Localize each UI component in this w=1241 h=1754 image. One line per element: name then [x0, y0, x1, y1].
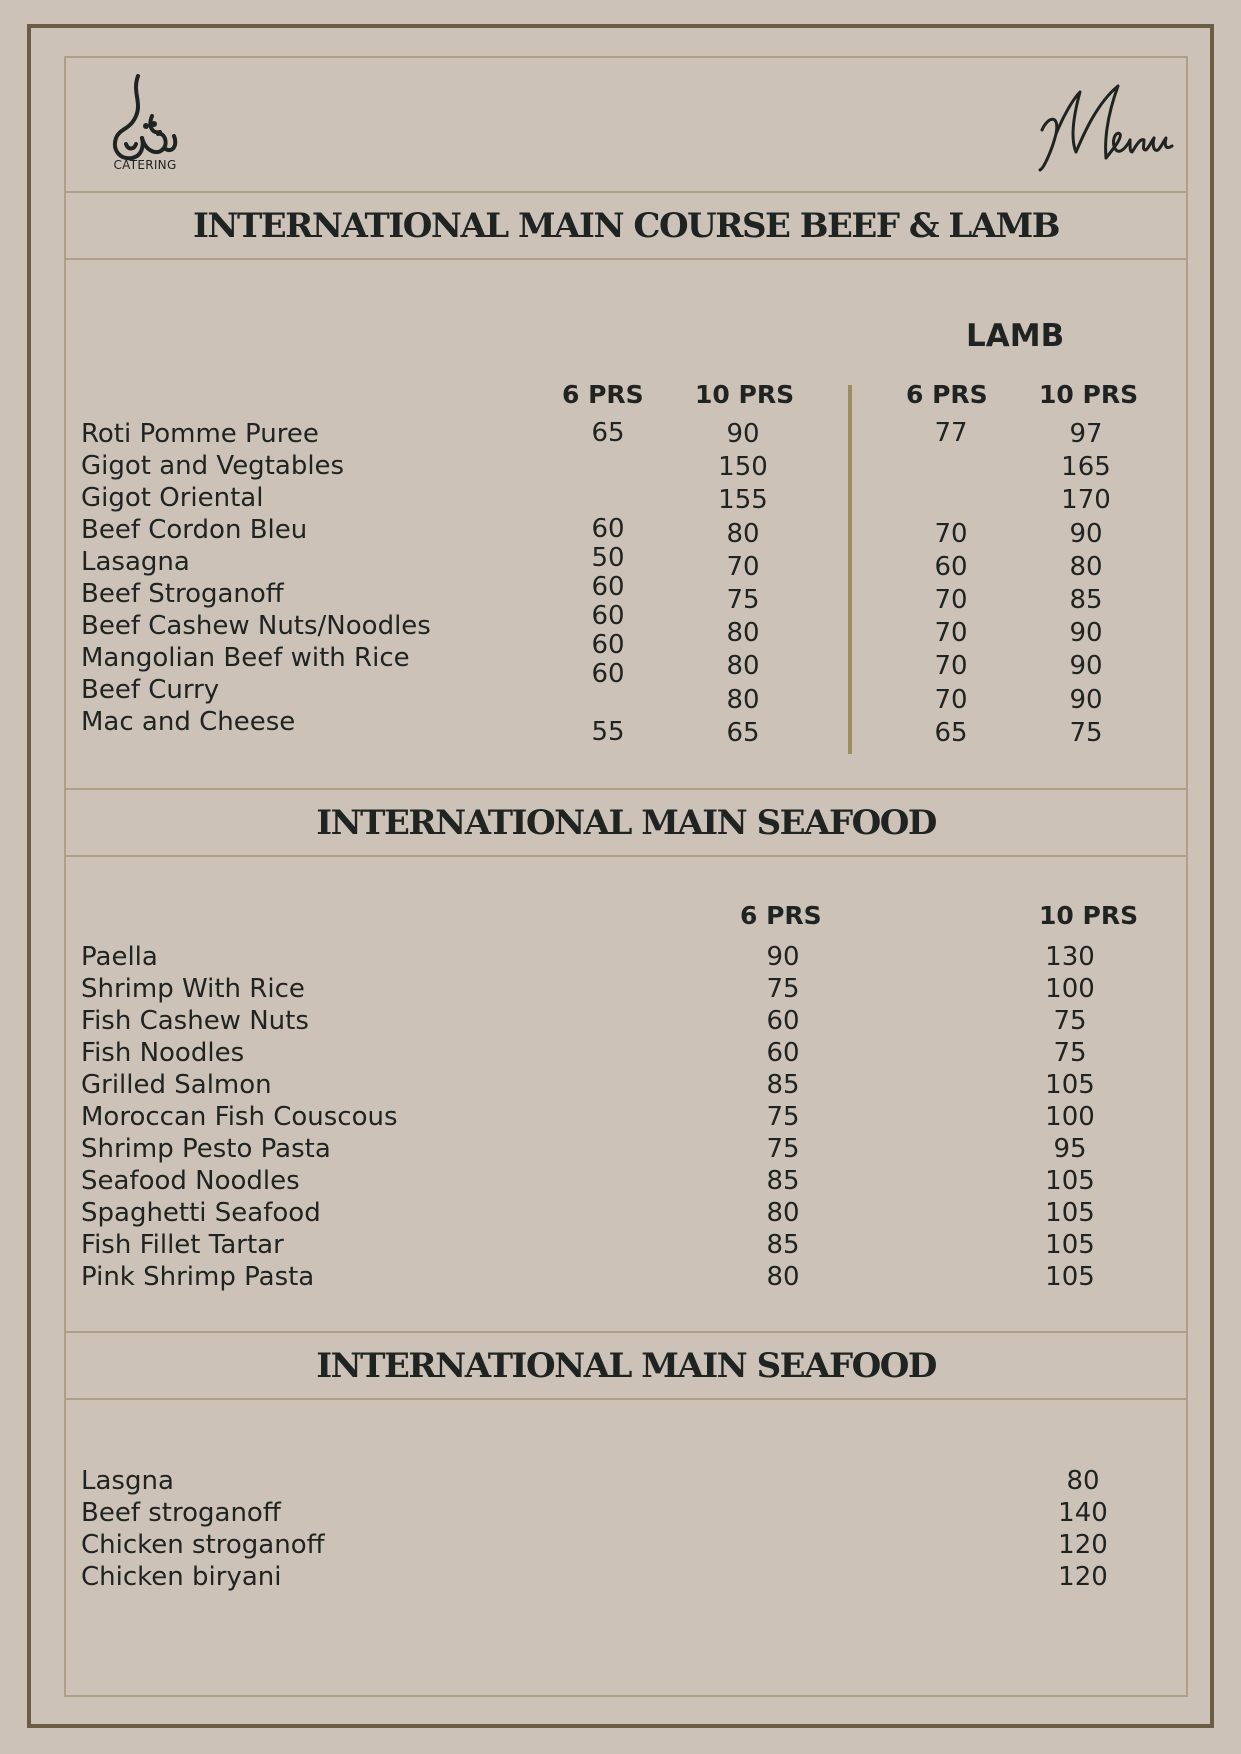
beef-10prs-price: 80 — [726, 519, 760, 549]
menu-item-name: Mangolian Beef with Rice — [81, 643, 410, 673]
menu-item-name: Beef stroganoff — [81, 1498, 281, 1528]
menu-item-name: Pink Shrimp Pasta — [81, 1262, 315, 1292]
beef-6prs-price: 65 — [591, 418, 625, 448]
beef-10prs-price: 80 — [726, 618, 760, 648]
lamb-10prs-price: 85 — [1069, 585, 1103, 615]
seafood-10prs-price: 100 — [1045, 974, 1095, 1004]
seafood-10prs-price: 75 — [1053, 1006, 1087, 1036]
menu-item-name: Beef Curry — [81, 675, 220, 705]
seafood-6prs-header: 6 PRS — [740, 901, 822, 930]
menu-item-name: Fish Noodles — [81, 1038, 245, 1068]
seafood-6prs-price: 90 — [766, 942, 800, 972]
seafood-10prs-price: 95 — [1053, 1134, 1087, 1164]
lamb-10prs-price: 170 — [1061, 485, 1111, 515]
section-band-seafood-2 — [64, 1331, 1188, 1400]
beef-10prs-header: 10 PRS — [695, 380, 795, 409]
lamb-6prs-price: 77 — [934, 418, 968, 448]
menu-item-name: Shrimp With Rice — [81, 974, 305, 1004]
lamb-10prs-price: 90 — [1069, 651, 1103, 681]
svg-text:Menu: Menu — [1030, 78, 1033, 79]
seafood-10prs-header: 10 PRS — [1039, 901, 1139, 930]
seafood-10prs-price: 105 — [1045, 1070, 1095, 1100]
menu-item-name: Lasgna — [81, 1466, 174, 1496]
menu-item-name: Beef Cashew Nuts/Noodles — [81, 611, 431, 641]
seafood-6prs-price: 85 — [766, 1070, 800, 1100]
menu-item-price: 80 — [1066, 1466, 1100, 1496]
seafood-10prs-price: 105 — [1045, 1166, 1095, 1196]
menu-script-title — [1030, 78, 1180, 178]
seafood-6prs-price: 60 — [766, 1006, 800, 1036]
lamb-10prs-price: 90 — [1069, 618, 1103, 648]
beef-10prs-price: 75 — [726, 585, 760, 615]
beef-10prs-price: 155 — [718, 485, 768, 515]
beef-10prs-price: 90 — [726, 419, 760, 449]
menu-item-price: 120 — [1058, 1530, 1108, 1560]
beef-10prs-price: 80 — [726, 685, 760, 715]
beef-6prs-price: 55 — [591, 717, 625, 747]
section-title: INTERNATIONAL MAIN SEAFOOD — [316, 1345, 936, 1386]
lamb-6prs-price: 70 — [934, 685, 968, 715]
menu-item-name: Beef Cordon Bleu — [81, 515, 308, 545]
menu-item-name: Chicken biryani — [81, 1562, 282, 1592]
menu-item-name: Shrimp Pesto Pasta — [81, 1134, 331, 1164]
seafood-6prs-price: 85 — [766, 1166, 800, 1196]
seafood-6prs-price: 85 — [766, 1230, 800, 1260]
lamb-10prs-price: 90 — [1069, 519, 1103, 549]
beef-6prs-price: 60 — [591, 514, 625, 544]
beef-6prs-header: 6 PRS — [562, 380, 644, 409]
menu-item-name: Moroccan Fish Couscous — [81, 1102, 398, 1132]
beef-10prs-price: 80 — [726, 651, 760, 681]
seafood-6prs-price: 60 — [766, 1038, 800, 1068]
beef-6prs-price: 60 — [591, 601, 625, 631]
lamb-10prs-price: 97 — [1069, 419, 1103, 449]
section-band-seafood — [64, 788, 1188, 857]
column-divider — [848, 385, 852, 754]
menu-item-name: Beef Stroganoff — [81, 579, 284, 609]
beef-10prs-price: 70 — [726, 552, 760, 582]
menu-item-name: Fish Cashew Nuts — [81, 1006, 309, 1036]
lamb-6prs-price: 70 — [934, 618, 968, 648]
lamb-10prs-price: 80 — [1069, 552, 1103, 582]
lamb-10prs-price: 75 — [1069, 718, 1103, 748]
seafood-6prs-price: 75 — [766, 1102, 800, 1132]
lamb-10prs-price: 90 — [1069, 685, 1103, 715]
logo-caption: CATERING — [113, 158, 177, 172]
lamb-6prs-price: 60 — [934, 552, 968, 582]
seafood-6prs-price: 75 — [766, 974, 800, 1004]
beef-6prs-price: 60 — [591, 630, 625, 660]
menu-item-name: Chicken stroganoff — [81, 1530, 325, 1560]
menu-item-name: Fish Fillet Tartar — [81, 1230, 284, 1260]
menu-item-name: Grilled Salmon — [81, 1070, 272, 1100]
seafood-6prs-price: 80 — [766, 1262, 800, 1292]
menu-item-name: Gigot and Vegtables — [81, 451, 345, 481]
beef-6prs-price: 50 — [591, 543, 625, 573]
beef-6prs-price: 60 — [591, 659, 625, 689]
beef-10prs-price: 150 — [718, 452, 768, 482]
lamb-6prs-header: 6 PRS — [906, 380, 988, 409]
lamb-6prs-price: 70 — [934, 651, 968, 681]
beef-6prs-price: 60 — [591, 572, 625, 602]
seafood-6prs-price: 75 — [766, 1134, 800, 1164]
menu-item-name: Spaghetti Seafood — [81, 1198, 321, 1228]
seafood-10prs-price: 75 — [1053, 1038, 1087, 1068]
lamb-6prs-price: 65 — [934, 718, 968, 748]
menu-item-name: Gigot Oriental — [81, 483, 264, 513]
seafood-6prs-price: 80 — [766, 1198, 800, 1228]
lamb-10prs-price: 165 — [1061, 452, 1111, 482]
section-title: INTERNATIONAL MAIN COURSE BEEF & LAMB — [192, 205, 1060, 246]
beef-10prs-price: 65 — [726, 718, 760, 748]
menu-item-name: Paella — [81, 942, 158, 972]
seafood-10prs-price: 105 — [1045, 1262, 1095, 1292]
lamb-10prs-header: 10 PRS — [1039, 380, 1139, 409]
menu-item-price: 140 — [1058, 1498, 1108, 1528]
seafood-10prs-price: 100 — [1045, 1102, 1095, 1132]
inner-frame — [64, 56, 1188, 1697]
lamb-6prs-price: 70 — [934, 585, 968, 615]
seafood-10prs-price: 130 — [1045, 942, 1095, 972]
lamb-header: LAMB — [966, 318, 1065, 354]
menu-item-name: Lasagna — [81, 547, 190, 577]
lamb-6prs-price: 70 — [934, 519, 968, 549]
seafood-10prs-price: 105 — [1045, 1198, 1095, 1228]
section-title: INTERNATIONAL MAIN SEAFOOD — [316, 802, 936, 843]
seafood-10prs-price: 105 — [1045, 1230, 1095, 1260]
menu-item-name: Mac and Cheese — [81, 707, 296, 737]
menu-item-price: 120 — [1058, 1562, 1108, 1592]
menu-item-name: Roti Pomme Puree — [81, 419, 319, 449]
menu-item-name: Seafood Noodles — [81, 1166, 300, 1196]
section-band-beef-lamb — [64, 191, 1188, 260]
